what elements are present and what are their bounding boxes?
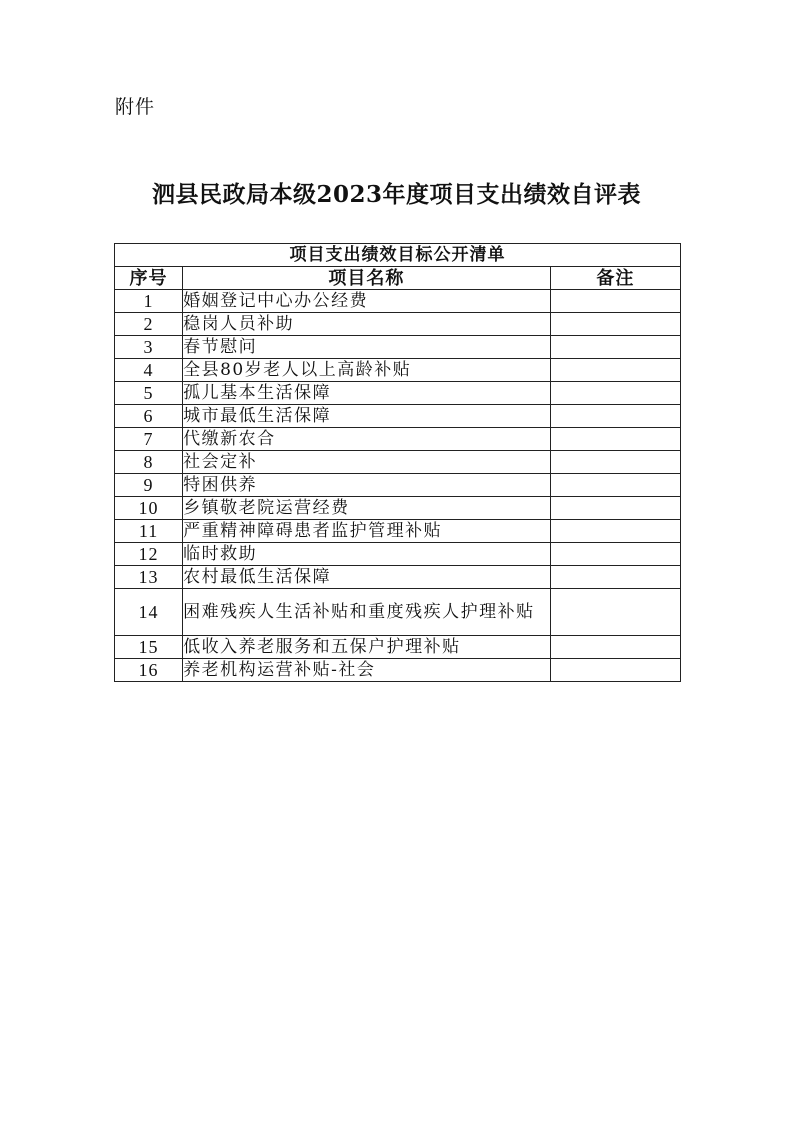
row-serial-number: 2 xyxy=(115,313,183,336)
table-caption-row xyxy=(115,244,681,267)
row-serial-number: 3 xyxy=(115,336,183,359)
table-caption: 项目支出绩效目标公开清单 xyxy=(115,244,681,267)
table-row xyxy=(115,451,681,474)
row-project-name: 困难残疾人生活补贴和重度残疾人护理补贴 xyxy=(183,589,551,636)
row-serial-number: 4 xyxy=(115,359,183,382)
row-remarks xyxy=(550,382,680,405)
row-serial-number: 5 xyxy=(115,382,183,405)
row-remarks xyxy=(550,290,680,313)
header-serial-number: 序号 xyxy=(115,267,183,290)
row-project-name: 城市最低生活保障 xyxy=(183,405,551,428)
table-row xyxy=(115,659,681,682)
row-serial-number: 13 xyxy=(115,566,183,589)
row-project-name: 全县80岁老人以上高龄补贴 xyxy=(183,359,551,382)
row-project-name: 春节慰问 xyxy=(183,336,551,359)
row-remarks xyxy=(550,359,680,382)
table-row xyxy=(115,497,681,520)
row-remarks xyxy=(550,313,680,336)
table-row xyxy=(115,428,681,451)
row-remarks xyxy=(550,566,680,589)
row-serial-number: 12 xyxy=(115,543,183,566)
row-project-name: 社会定补 xyxy=(183,451,551,474)
row-serial-number: 6 xyxy=(115,405,183,428)
row-remarks xyxy=(550,428,680,451)
table-row xyxy=(115,313,681,336)
row-remarks xyxy=(550,589,680,636)
row-serial-number: 1 xyxy=(115,290,183,313)
table-row xyxy=(115,336,681,359)
row-serial-number: 16 xyxy=(115,659,183,682)
table-row xyxy=(115,636,681,659)
table-row xyxy=(115,520,681,543)
row-project-name: 孤儿基本生活保障 xyxy=(183,382,551,405)
attachment-label: 附件 xyxy=(115,96,156,118)
row-project-name: 农村最低生活保障 xyxy=(183,566,551,589)
table-header-row xyxy=(115,267,681,290)
table-row xyxy=(115,382,681,405)
row-remarks xyxy=(550,474,680,497)
row-remarks xyxy=(550,543,680,566)
document-title: 泗县民政局本级2023年度项目支出绩效自评表 xyxy=(151,181,641,208)
row-project-name: 临时救助 xyxy=(183,543,551,566)
row-serial-number: 10 xyxy=(115,497,183,520)
table-row xyxy=(115,290,681,313)
table-row xyxy=(115,543,681,566)
row-project-name: 婚姻登记中心办公经费 xyxy=(183,290,551,313)
row-serial-number: 7 xyxy=(115,428,183,451)
row-project-name: 养老机构运营补贴-社会 xyxy=(183,659,551,682)
table-row xyxy=(115,589,681,636)
row-project-name: 特困供养 xyxy=(183,474,551,497)
row-remarks xyxy=(550,451,680,474)
row-serial-number: 11 xyxy=(115,520,183,543)
header-project-name: 项目名称 xyxy=(183,267,551,290)
project-list-table xyxy=(114,243,681,682)
row-project-name: 代缴新农合 xyxy=(183,428,551,451)
row-remarks xyxy=(550,497,680,520)
table-row xyxy=(115,405,681,428)
row-serial-number: 14 xyxy=(115,589,183,636)
table-row xyxy=(115,566,681,589)
row-project-name: 严重精神障碍患者监护管理补贴 xyxy=(183,520,551,543)
row-remarks xyxy=(550,336,680,359)
row-remarks xyxy=(550,659,680,682)
row-remarks xyxy=(550,636,680,659)
header-remarks: 备注 xyxy=(550,267,680,290)
row-serial-number: 9 xyxy=(115,474,183,497)
table-row xyxy=(115,359,681,382)
row-project-name: 低收入养老服务和五保户护理补贴 xyxy=(183,636,551,659)
row-serial-number: 8 xyxy=(115,451,183,474)
row-serial-number: 15 xyxy=(115,636,183,659)
row-remarks xyxy=(550,520,680,543)
row-project-name: 稳岗人员补助 xyxy=(183,313,551,336)
row-remarks xyxy=(550,405,680,428)
row-project-name: 乡镇敬老院运营经费 xyxy=(183,497,551,520)
table-row xyxy=(115,474,681,497)
